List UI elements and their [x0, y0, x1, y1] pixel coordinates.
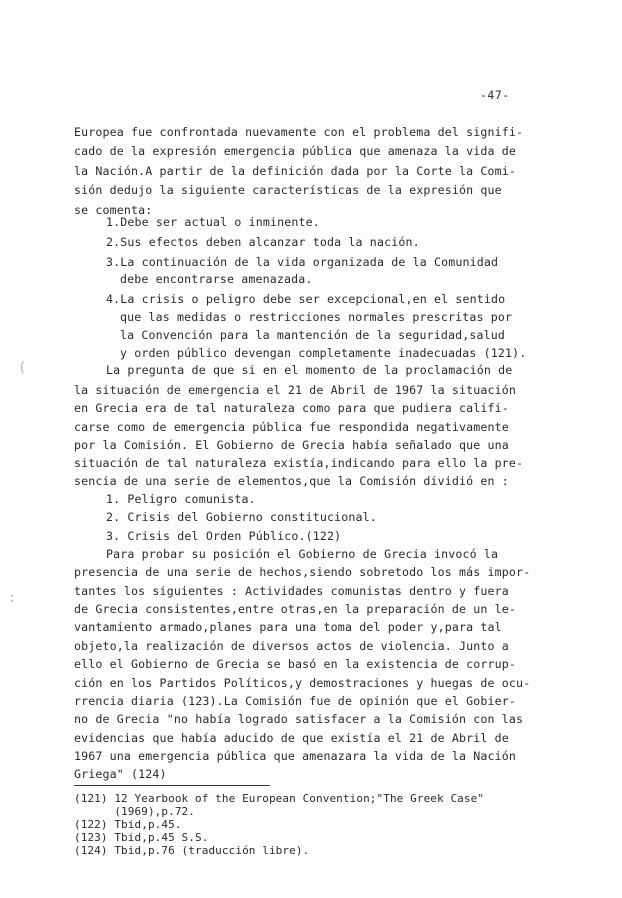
- text-line: 3. Crisis del Orden Público.(122): [106, 529, 342, 543]
- text-line: 3.La continuación de la vida organizada de la Comunidad: [106, 255, 499, 269]
- text-line: la Nación.A partir de la definición dada por la Corte la Comi-: [74, 164, 517, 178]
- text-line: objeto,la realización de diversos actos de violencia. Junto a: [74, 639, 509, 653]
- page-number: -47-: [480, 88, 510, 102]
- footnote-line: (122) Tbid,p.45.: [74, 818, 182, 831]
- text-line: cado de la expresión emergencia pública que amenaza la vida de: [74, 144, 517, 158]
- text-line: 4.La crisis o peligro debe ser excepcional,en el sentido: [106, 292, 506, 306]
- text-line: rrencia diaria (123).La Comisión fue de opinión que el Gobier-: [74, 694, 517, 708]
- text-line: sión dedujo la siguiente características de la expresión que: [74, 183, 502, 197]
- text-line: La pregunta de que si en el momento de la proclamación de: [106, 363, 513, 377]
- text-line: se comenta:: [74, 203, 153, 217]
- text-line: carse como de emergencia pública fue respondida negativamente: [74, 420, 509, 434]
- text-line: Europea fue confrontada nuevamente con el problema del signifi-: [74, 125, 524, 139]
- text-line: en Grecia era de tal naturaleza como para que pudiera califi-: [74, 401, 509, 415]
- text-line: ello el Gobierno de Grecia se basó en la existencia de corrup-: [74, 657, 517, 671]
- footnote-line: (124) Tbid,p.76 (traducción libre).: [74, 844, 310, 857]
- text-line: sencia de una serie de elementos,que la Comisión dividió en :: [74, 474, 509, 488]
- text-line: y orden público devengan completamente inadecuadas (121).: [120, 346, 527, 360]
- text-line: ción en los Partidos Políticos,y demostraciones y huegas de ocu-: [74, 676, 531, 690]
- text-line: situación de tal naturaleza existía,indicando para ello la pre-: [74, 456, 524, 470]
- text-line: no de Grecia "no había logrado satisfacer a la Comisión con las: [74, 712, 524, 726]
- margin-mark: (: [18, 360, 27, 376]
- text-line: por la Comisión. El Gobierno de Grecia había señalado que una: [74, 438, 509, 452]
- margin-mark: :: [8, 590, 17, 606]
- footnote-line: (121) 12 Yearbook of the European Convention;"The Greek Case": [74, 792, 485, 805]
- text-line: Griega" (124): [74, 767, 167, 781]
- text-line: 1967 una emergencia pública que amenazara la vida de la Nación: [74, 749, 517, 763]
- text-line: vantamiento armado,planes para una toma del poder y,para tal: [74, 620, 502, 634]
- text-line: 1. Peligro comunista.: [106, 492, 256, 506]
- text-line: la Convención para la mantención de la seguridad,salud: [120, 328, 506, 342]
- text-line: 1.Debe ser actual o inminente.: [106, 215, 320, 229]
- text-line: 2. Crisis del Gobierno constitucional.: [106, 510, 377, 524]
- text-line: tantes los siguientes : Actividades comunistas dentro y fuera: [74, 584, 509, 598]
- text-line: que las medidas o restricciones normales prescritas por: [120, 310, 513, 324]
- text-line: presencia de una serie de hechos,siendo sobretodo los más impor-: [74, 565, 531, 579]
- text-line: de Grecia consistentes,entre otras,en la preparación de un le-: [74, 602, 517, 616]
- footnote-line: (1969),p.72.: [74, 805, 196, 818]
- text-line: Para probar su posición el Gobierno de Grecia invocó la: [106, 547, 499, 561]
- text-line: debe encontrarse amenazada.: [120, 272, 313, 286]
- text-line: la situación de emergencia el 21 de Abril de 1967 la situación: [74, 383, 517, 397]
- text-line: evidencias que había aducido de que existía el 21 de Abril de: [74, 731, 509, 745]
- footnote-line: (123) Tbid,p.45 S.S.: [74, 831, 209, 844]
- text-line: 2.Sus efectos deben alcanzar toda la nación.: [106, 235, 420, 249]
- footnote-separator: [74, 785, 270, 786]
